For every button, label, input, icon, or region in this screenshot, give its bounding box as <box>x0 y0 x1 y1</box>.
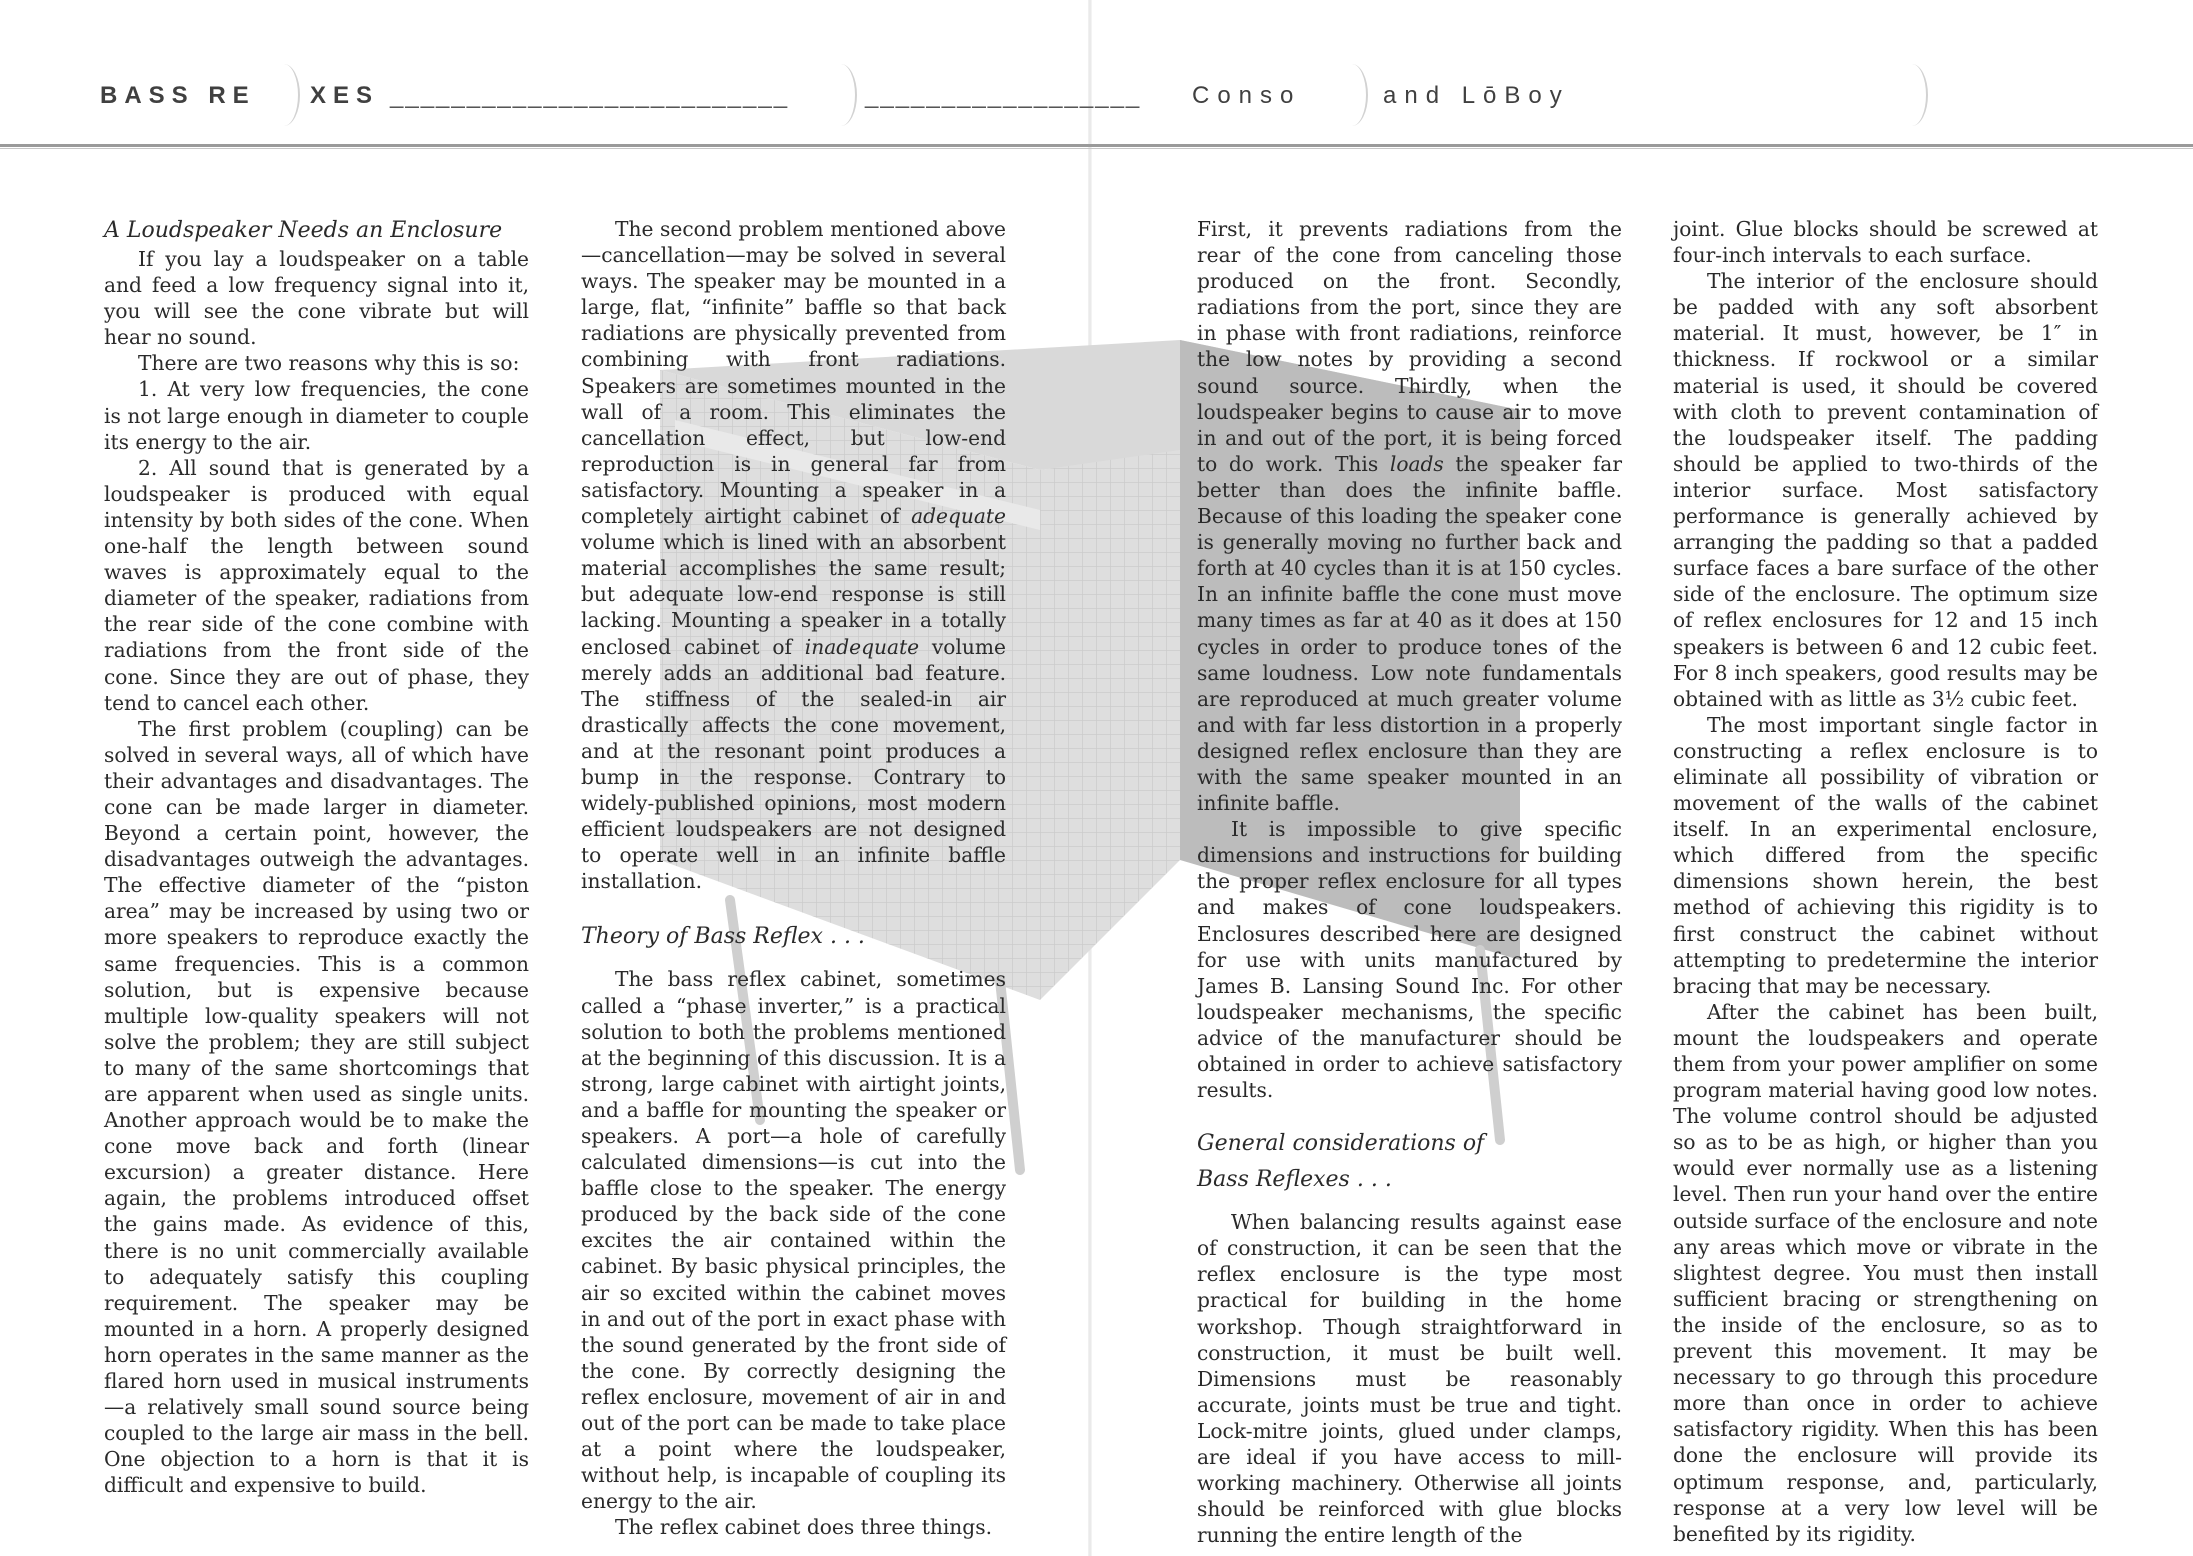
header-rule <box>0 144 2193 147</box>
paragraph: The most important single factor in constructing a reflex enclosure is to eliminate all possibility of vibration or movement of the walls of the cabinet itself. In an experimental enclosure, which differed from the specific dimensions shown herein, the best method of achieving this rigidity is to first construct the cabinet without attempting to predetermine the interior bracing that may be necessary. <box>1673 712 2098 998</box>
binder-hole-center <box>825 64 857 126</box>
paragraph: First, it prevents radiations from the rear of the cone from canceling those produced on the front. Secondly, radiations from the port, since they are in phase with front radiations, reinforce the low notes by providing a second sound source. Thirdly, when the loudspeaker begins to cause air to move in and out of the port, it is being forced to do work. This loads the speaker far better than does the infinite baffle. Because of this loading the speaker cone is generally moving no further back and forth at 40 cycles than it is at 150 cycles. In an infinite baffle the cone must move many times as far at 40 as it does at 150 cycles in order to produce tones of the same loudness. Low note fundamentals are reproduced at much greater volume and with far less distortion in a properly designed reflex enclosure than they are with the same speaker mounted in an infinite baffle. <box>1197 217 1622 816</box>
page-header <box>100 82 2160 122</box>
column-2 <box>581 216 1006 1541</box>
heading-enclosure: A Loudspeaker Needs an Enclosure <box>104 218 503 243</box>
header-right-title: Conso <box>1192 82 1302 109</box>
column-3 <box>1197 216 1622 1548</box>
paragraph: The reflex cabinet does three things. <box>615 1515 992 1540</box>
paragraph: If you lay a loudspeaker on a table and feed a low frequency signal into it, you will see the cone vibrate but will hear no sound. <box>104 247 529 350</box>
emphasis-adequate: adequate <box>911 504 1006 529</box>
heading-general-considerations: General considerations of <box>1197 1131 1485 1157</box>
emphasis-loads: loads <box>1389 451 1444 476</box>
paragraph: When balancing results against ease of construction, it can be seen that the reflex enclosure is the type most practical for building in the home workshop. Though straightforward in construction, it must be built well. Dimensions must be reasonably accurate, joints must be true and tight. Lock-mitre joints, glued under clamps, are ideal if you have access to mill-working machinery. Otherwise all joints should be reinforced with glue blocks running the entire length of the <box>1197 1210 1622 1548</box>
heading-theory: Theory of Bass Reflex . . . <box>581 924 865 950</box>
header-right-title-end: and LōBoy <box>1383 82 1570 109</box>
column-1 <box>104 216 529 1499</box>
header-left-title-end: XES <box>310 82 380 109</box>
paragraph: The first problem (coupling) can be solved in several ways, all of which have their advantages and disadvantages. The cone can be made larger in diameter. Beyond a certain point, however, the disadvantages outweigh the advantages. The effective diameter of the “piston area” may be increased by using two or more speakers to reproduce exactly the same frequencies. This is a common solution, but is expensive because multiple low-quality speakers will not solve the problem; they are still subject to many of the same shortcomings that are apparent when used as single units. Another approach would be to make the cone move back and forth (linear excursion) a greater distance. Here again, the problems introduced offset the gains made. As evidence of this, there is no unit commercially available to adequately satisfy this coupling requirement. The speaker may be mounted in a horn. A properly designed horn operates in the same manner as the flared horn used in musical instruments—a relatively small sound source being coupled to the large air mass in the bell. One objection to a horn is that it is difficult and expensive to build. <box>104 716 529 1498</box>
binder-hole-right-1 <box>1336 64 1368 126</box>
paragraph: There are two reasons why this is so: <box>138 351 520 376</box>
paragraph: joint. Glue blocks should be screwed at four-inch intervals to each surface. <box>1673 217 2098 268</box>
header-dashes-1: __________________________ <box>390 82 790 109</box>
header-dashes-2: __________________ <box>865 82 1142 109</box>
header-left-title: BASS RE <box>100 82 256 109</box>
paragraph: After the cabinet has been built, mount the loudspeakers and operate them from your power amplifier on some program material having good low notes. The volume control should be adjusted so as to be as high, or higher than you would ever normally use as a listening level. Then run your hand over the entire outside surface of the enclosure and note any areas which move or vibrate in the slightest degree. You must then install sufficient bracing or strengthening on the inside of the enclosure, so as to prevent this movement. It may be necessary to go through this procedure more than once in order to achieve satisfactory rigidity. When this has been done the enclosure will provide its optimum response, and, particularly, response at a very low level will be benefited by its rigidity. <box>1673 999 2098 1546</box>
paragraph: It is impossible to give specific dimensions and instructions for building the proper reflex enclosure for all types and makes of cone loudspeakers. Enclosures described here are designed for use with units manufactured by James B. Lansing Sound Inc. For other loudspeaker mechanisms, the specific advice of the manufacturer should be obtained in order to achieve satisfactory results. <box>1197 817 1622 1103</box>
paragraph: 1. At very low frequencies, the cone is not large enough in diameter to couple its energy to the air. <box>104 377 529 454</box>
binder-hole-left <box>268 64 300 126</box>
heading-bass-reflexes: Bass Reflexes . . . <box>1197 1167 1392 1193</box>
emphasis-inadequate: inadequate <box>804 634 920 659</box>
header-rule-thin <box>0 148 2193 149</box>
paragraph: The bass reflex cabinet, sometimes called a “phase inverter,” is a practical solution to both the problems mentioned at the beginning of this discussion. It is a strong, large cabinet with airtight joints, and a baffle for mounting the speaker or speakers. A port—a hole of carefully calculated dimensions—is cut into the baffle close to the speaker. The energy produced by the back side of the cone excites the air contained within the cabinet. By basic physical principles, the air so excited within the cabinet moves in and out of the port in exact phase with the sound generated by the front side of the cone. By correctly designing the reflex enclosure, movement of air in and out of the port can be made to take place at a point where the loudspeaker, without help, is incapable of coupling its energy to the air. <box>581 967 1006 1514</box>
binder-hole-right-2 <box>1896 64 1928 126</box>
paragraph: The interior of the enclosure should be padded with any soft absorbent material. It must, however, be 1″ in thickness. If rockwool or a similar material is used, it should be covered with cloth to prevent contamination of the loudspeaker itself. The padding should be applied to two-thirds of the interior surface. Most satisfactory performance is generally achieved by arranging the padding so that a padded surface faces a bare surface of the other side of the enclosure. The optimum size of reflex enclosures for 12 and 15 inch speakers is between 6 and 12 cubic feet. For 8 inch speakers, good results may be obtained with as little as 3½ cubic feet. <box>1673 269 2098 711</box>
column-4 <box>1673 216 2098 1547</box>
paragraph: 2. All sound that is generated by a loudspeaker is produced with equal intensity by both sides of the cone. When one-half the length between sound waves is approximately equal to the diameter of the speaker, radiations from the rear side of the cone combine with radiations from the front side of the cone. Since they are out of phase, they tend to cancel each other. <box>104 455 529 715</box>
paragraph: The second problem mentioned above—cancellation—may be solved in several ways. The speaker may be mounted in a large, flat, “infinite” baffle so that back radiations are physically prevented from combining with front radiations. Speakers are sometimes mounted in the wall of a room. This eliminates the cancellation effect, but low-end reproduction is in general far from satisfactory. Mounting a speaker in a completely airtight cabinet of adequate volume which is lined with an absorbent material accomplishes the same result; but adequate low-end response is still lacking. Mounting a speaker in a totally enclosed cabinet of inadequate volume merely adds an additional bad feature. The stiffness of the sealed-in air drastically affects the cone movement, and at the resonant point produces a bump in the response. Contrary to widely-published opinions, most modern efficient loudspeakers are not designed to operate well in an infinite baffle installation. <box>581 217 1006 894</box>
